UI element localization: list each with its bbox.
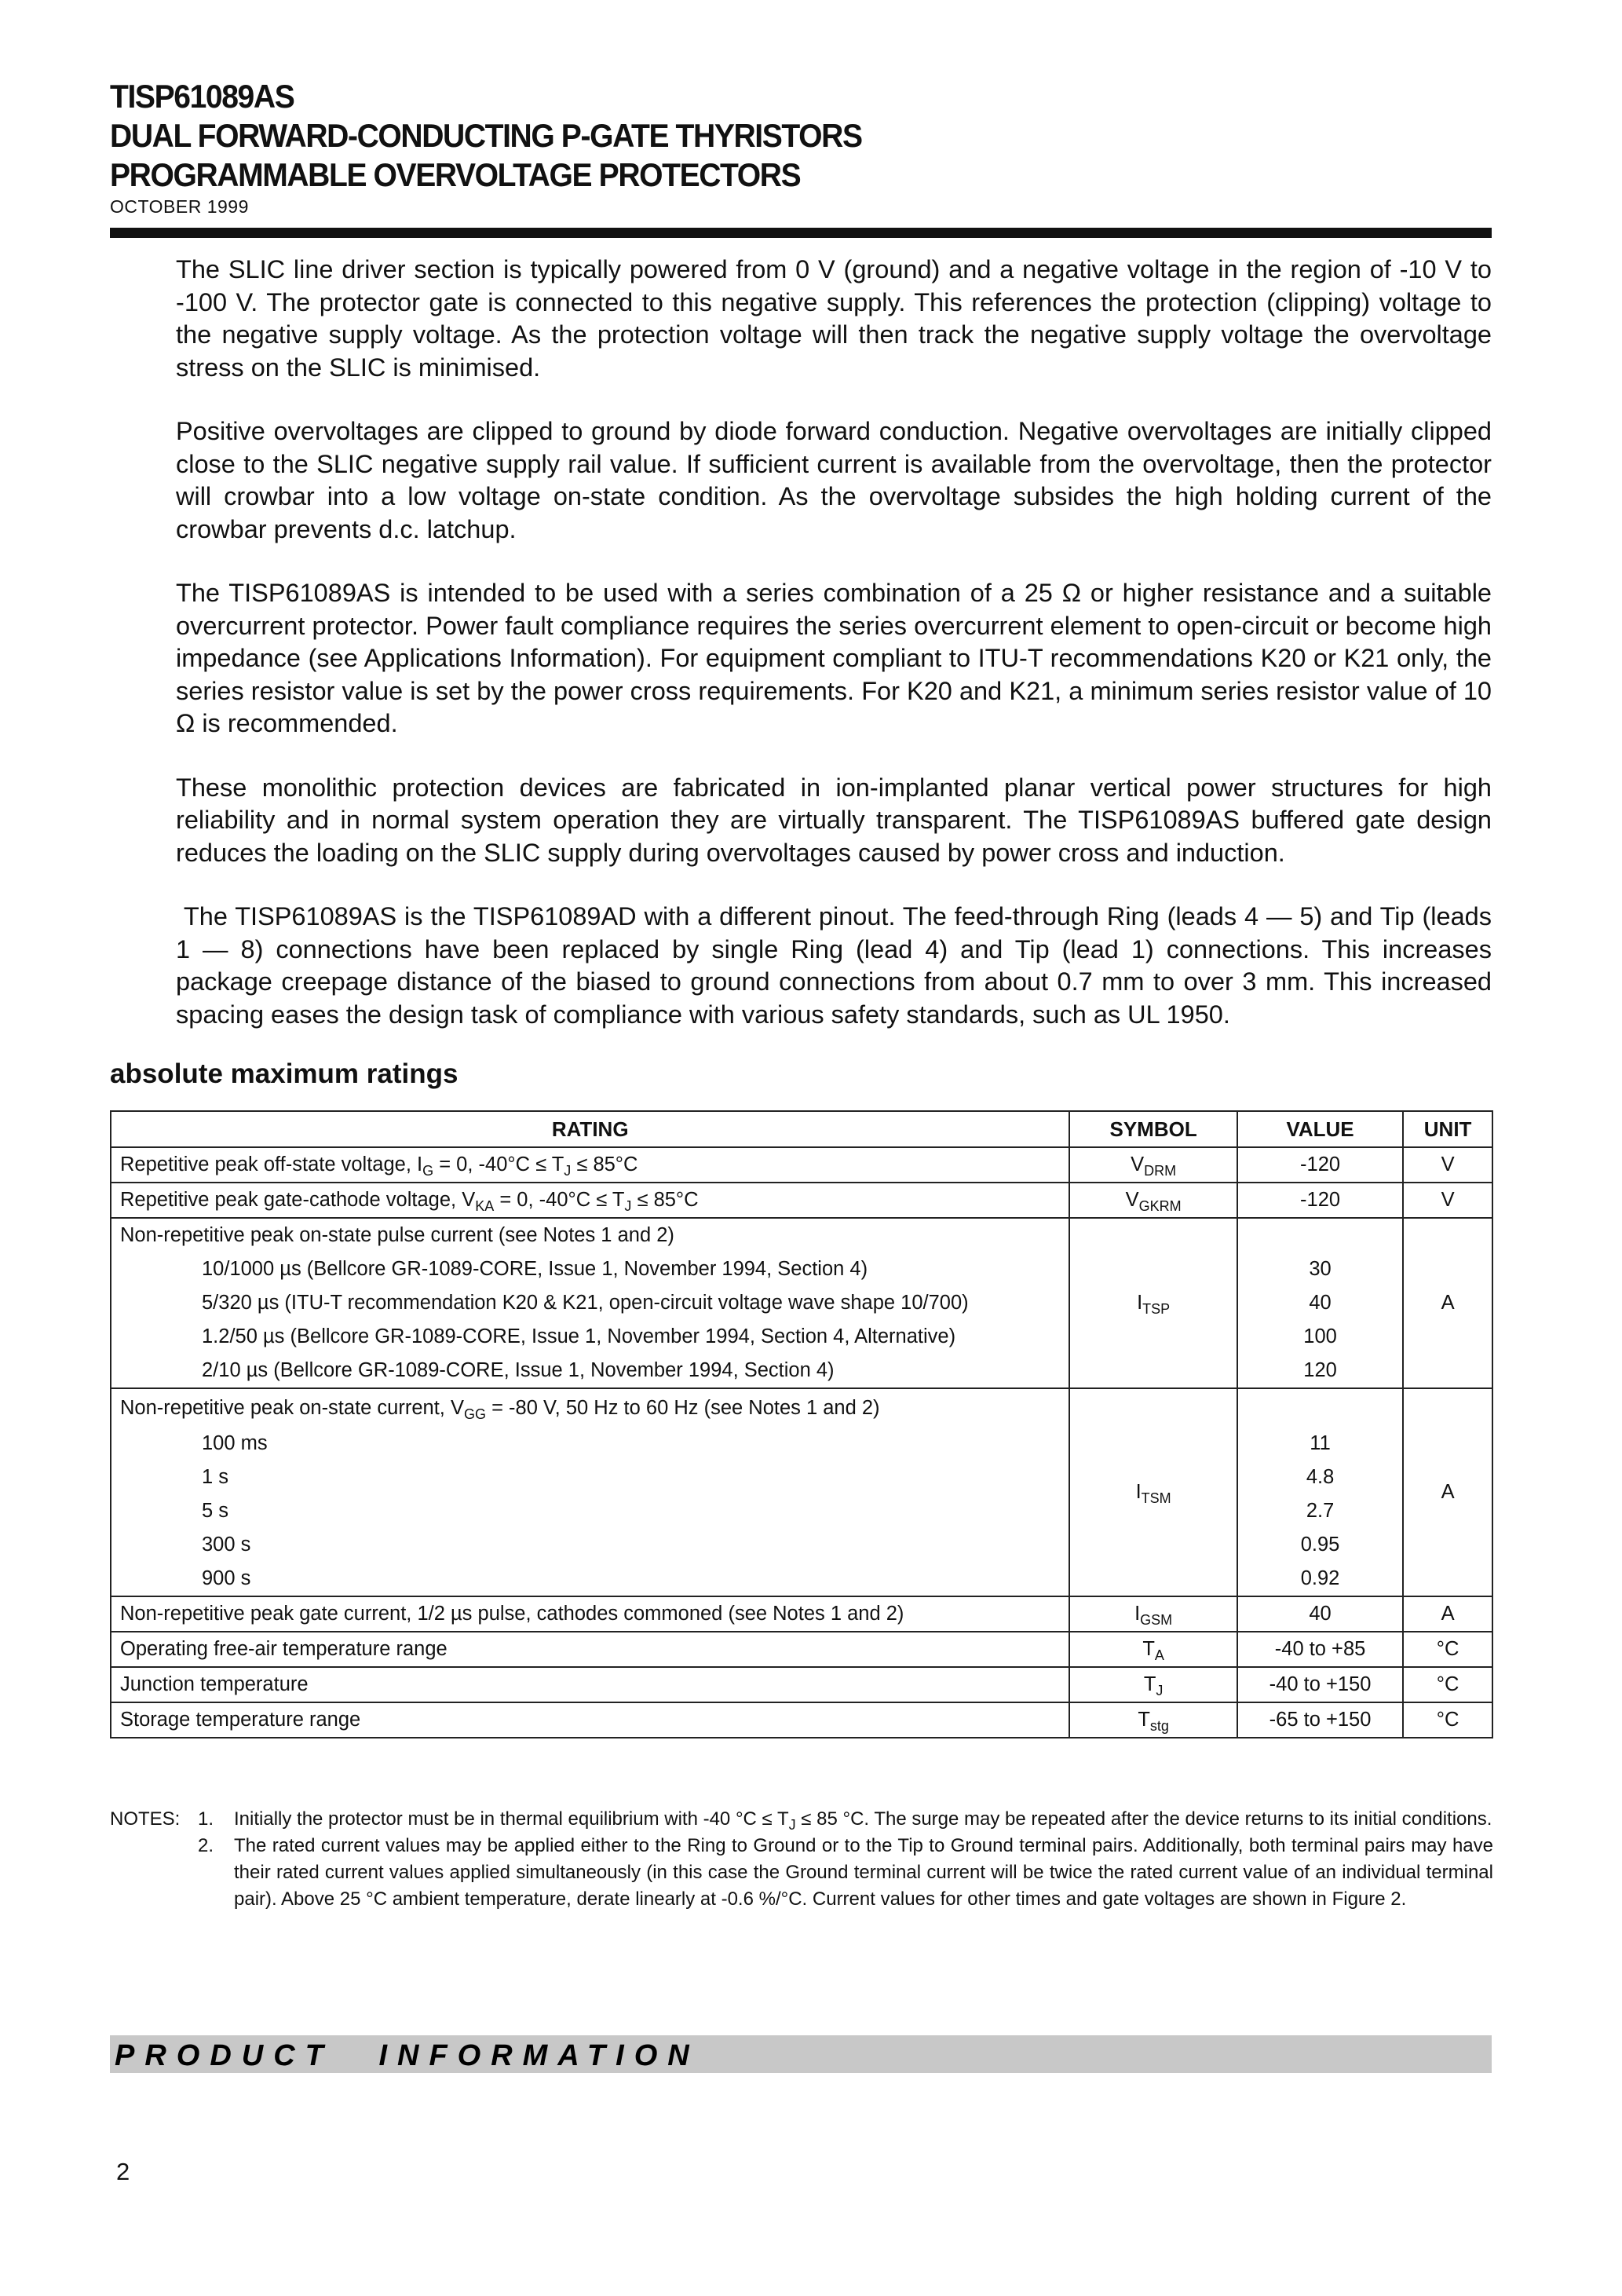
value-cell: -65 to +150 xyxy=(1237,1702,1403,1738)
unit-cell: A xyxy=(1403,1388,1492,1596)
body-text xyxy=(176,254,1500,1062)
paragraph-series-resistance: The TISP61089AS is intended to be used with a series combination of a 25 Ω or higher resistance and a suitable overcurrent protector. Power fault compliance requires the series overcurrent element to open-circuit or become high impedance (see Applications Information). For equipment compliant to ITU-T recommendations K20 or K21 only, the series resistor value is set by the power cross requirements. For K20 and K21, a minimum series resistor value of 10 Ω is recommended. xyxy=(176,579,1492,737)
rating-cell: Non-repetitive peak on-state pulse current (see Notes 1 and 2) 10/1000 µs (Bellcore GR-1089-CORE, Issue 1, November 1994, Section 4) 5/320 µs (ITU-T recommendation K20 & K21, open-circuit voltage wave shape 10/700) 1.2/50 µs (Bellcore GR-1089-CORE, Issue 1, November 1994, Section 4, Alternative) 2/10 µs (Bellcore GR-1089-CORE, Issue 1, November 1994, Section 4) xyxy=(111,1218,1069,1388)
note-number: 1. xyxy=(198,1808,214,1830)
value-cell: -40 to +150 xyxy=(1237,1667,1403,1702)
rating-cell: Repetitive peak off-state voltage, $I_G = 0$, $-40^\circ C \le T_J \le 85^\circ C$ xyxy=(111,1147,1069,1183)
note-number: 2. xyxy=(198,1835,214,1856)
value-cell: -40 to +85 xyxy=(1237,1632,1403,1667)
unit-cell: V xyxy=(1403,1183,1492,1218)
table-row-igsm xyxy=(111,1596,1492,1632)
rating-cell: Repetitive peak gate-cathode voltage, $V_{KA} = 0$, $-40^\circ C \le T_J \le 85^\circ C$ xyxy=(111,1183,1069,1218)
symbol-cell: $T_A$ xyxy=(1069,1632,1237,1667)
unit-cell: A xyxy=(1403,1596,1492,1632)
symbol-cell: $I_{TSM}$ xyxy=(1069,1388,1237,1596)
paragraph-slic-supply: The SLIC line driver section is typically powered from 0 V (ground) and a negative voltage in the region of -10 V to -100 V. The protector gate is connected to this negative supply. This references the protection (clipping) voltage to the negative supply voltage. As the protection voltage will then track the negative supply voltage the overvoltage stress on the SLIC is minimised. xyxy=(176,255,1492,382)
part-number-title: TISP61089AS xyxy=(110,78,294,115)
table-row-vgkrm xyxy=(111,1183,1492,1218)
rating-cell: Non-repetitive peak gate current, 1/2 µs pulse, cathodes commoned (see Notes 1 and 2) xyxy=(111,1596,1069,1632)
note-text: The rated current values may be applied either to the Ring to Ground or to the Tip to Ground terminal pairs. Additionally, both terminal pairs may have their rated current values applied simultaneously (in this case the Ground terminal current will be twice the rated current value of an individual terminal pair). Above 25 °C ambient temperature, derate linearly at -0.6 %/°C. Current values for other times and gate voltages are shown in Figure 2. xyxy=(234,1835,1493,1910)
paragraph-monolithic-devices: These monolithic protection devices are fabricated in ion-implanted planar vertical power structures for high reliability and in normal system operation they are virtually transparent. The TISP61089AS buffered gate design reduces the loading on the SLIC supply during overvoltages caused by power cross and induction. xyxy=(176,773,1492,867)
value-cell: 40 xyxy=(1237,1596,1403,1632)
absolute-maximum-ratings-table xyxy=(110,1110,1493,1738)
value-cell: -120 xyxy=(1237,1147,1403,1183)
document-header xyxy=(110,77,919,218)
table-row-itsp xyxy=(111,1218,1492,1388)
value-cell: 30 40 100 120 xyxy=(1237,1218,1403,1388)
value-cell: 11 4.8 2.7 0.95 0.92 xyxy=(1237,1388,1403,1596)
table-row-ta xyxy=(111,1632,1492,1667)
unit-cell: °C xyxy=(1403,1702,1492,1738)
note-2 xyxy=(110,1833,1493,1913)
unit-cell: A xyxy=(1403,1218,1492,1388)
paragraph-pinout: The TISP61089AS is the TISP61089AD with a different pinout. The feed-through Ring (leads 4 — 5) and Tip (leads 1 — 8) connections have been replaced by single Ring (lead 4) and Tip (lead 1) connections. This increases package creepage distance of the biased to ground connections from about 0.7 mm to over 3 mm. This increased spacing eases the design task of compliance with various safety standards, such as UL 1950. xyxy=(176,902,1500,1029)
symbol-cell: $T_J$ xyxy=(1069,1667,1237,1702)
table-row-itsm xyxy=(111,1388,1492,1596)
header-value: VALUE xyxy=(1237,1111,1403,1147)
device-type-title: DUAL FORWARD-CONDUCTING P-GATE THYRISTORS xyxy=(110,117,862,154)
rating-cell: Non-repetitive peak on-state current, $V_{GG} = -80$ V, 50 Hz to 60 Hz (see Notes 1 and 2) 100 ms 1 s 5 s 300 s 900 s xyxy=(111,1388,1069,1596)
product-information-banner xyxy=(110,2035,1492,2073)
table-row-vdrm xyxy=(111,1147,1492,1183)
header-rating: RATING xyxy=(111,1111,1069,1147)
symbol-cell: $V_{DRM}$ xyxy=(1069,1147,1237,1183)
table-row-tj xyxy=(111,1667,1492,1702)
rating-cell: Storage temperature range xyxy=(111,1702,1069,1738)
note-text: Initially the protector must be in thermal equilibrium with -40 $^\circ C \le T_J \le 85$ °C. The surge may be repeated after the device returns to its initial conditions. xyxy=(234,1808,1492,1833)
note-1 xyxy=(110,1806,1493,1833)
table-row-tstg xyxy=(111,1702,1492,1738)
header-unit: UNIT xyxy=(1403,1111,1492,1147)
page-number: 2 xyxy=(116,2158,130,2185)
symbol-cell: $T_{stg}$ xyxy=(1069,1702,1237,1738)
banner-text: PRODUCT INFORMATION xyxy=(115,2039,700,2072)
section-heading: absolute maximum ratings xyxy=(110,1058,458,1089)
device-function-title: PROGRAMMABLE OVERVOLTAGE PROTECTORS xyxy=(110,156,801,193)
unit-cell: °C xyxy=(1403,1667,1492,1702)
symbol-cell: $I_{TSP}$ xyxy=(1069,1218,1237,1388)
header-rule xyxy=(110,228,1492,238)
symbol-cell: $V_{GKRM}$ xyxy=(1069,1183,1237,1218)
unit-cell: V xyxy=(1403,1147,1492,1183)
rating-cell: Junction temperature xyxy=(111,1667,1069,1702)
table-header-row xyxy=(111,1111,1492,1147)
unit-cell: °C xyxy=(1403,1632,1492,1667)
symbol-cell: $I_{GSM}$ xyxy=(1069,1596,1237,1632)
paragraph-overvoltage-clipping: Positive overvoltages are clipped to ground by diode forward conduction. Negative overvoltages are initially clipped close to the SLIC negative supply rail value. If sufficient current is available from the overvoltage, then the protector will crowbar into a low voltage on-state condition. As the overvoltage subsides the high holding current of the crowbar prevents d.c. latchup. xyxy=(176,417,1492,543)
header-symbol: SYMBOL xyxy=(1069,1111,1237,1147)
issue-date: OCTOBER 1999 xyxy=(110,196,249,217)
notes-label: NOTES: xyxy=(110,1808,181,1830)
value-cell: -120 xyxy=(1237,1183,1403,1218)
rating-cell: Operating free-air temperature range xyxy=(111,1632,1069,1667)
notes xyxy=(110,1806,1493,1913)
